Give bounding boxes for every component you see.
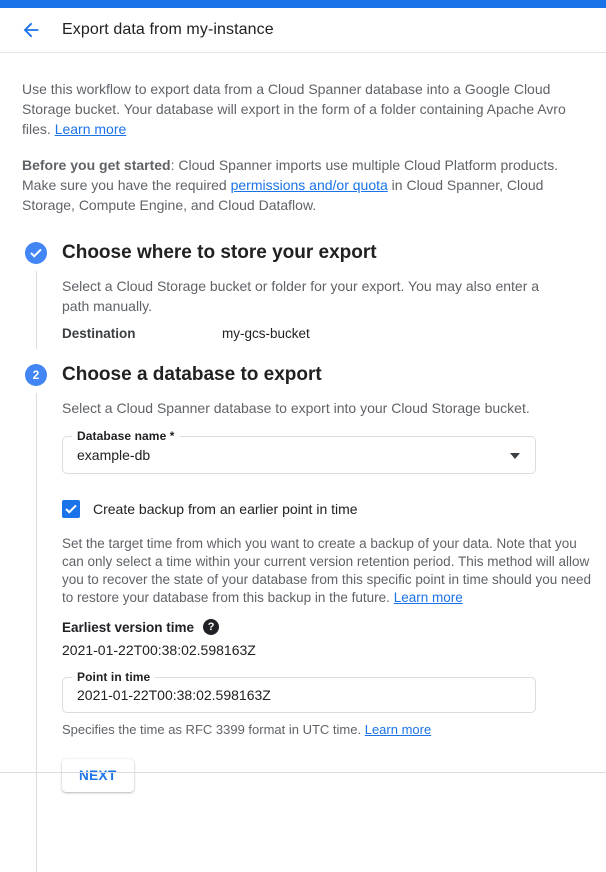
- stepper: [0, 241, 606, 832]
- before-you-start-paragraph: [22, 155, 582, 215]
- top-accent-bar: [0, 0, 606, 8]
- step-1-description: Select a Cloud Storage bucket or folder for your export. You may also enter a path manually.: [62, 278, 540, 314]
- point-in-time-helper: [62, 722, 606, 737]
- backup-help-text: Set the target time from which you want to create a backup of your data. Note that you can only select a time within your current version retention period. This method will allow you to recover the state of your database from this specific point in time should you need to restore your database from this backup in the future.: [62, 536, 592, 605]
- destination-value: my-gcs-bucket: [222, 326, 310, 341]
- permissions-quota-link[interactable]: permissions and/or quota: [230, 177, 388, 193]
- step-2-rail: [36, 393, 37, 872]
- help-icon[interactable]: ?: [203, 619, 219, 635]
- step-2-description: Select a Cloud Spanner database to export into your Cloud Storage bucket.: [62, 400, 530, 416]
- database-name-value: example-db: [77, 447, 151, 463]
- step-2-number-icon: [25, 364, 47, 386]
- point-in-time-field: [62, 670, 536, 713]
- earliest-version-row: [62, 619, 606, 635]
- page-header: [0, 8, 606, 53]
- point-in-time-input[interactable]: [63, 678, 535, 712]
- point-in-time-label: Point in time: [72, 670, 155, 684]
- checkbox-checked-icon[interactable]: [62, 500, 80, 518]
- step-2-title: Choose a database to export: [62, 364, 322, 385]
- step-1-title: Choose where to store your export: [62, 242, 377, 263]
- check-icon: [30, 248, 42, 258]
- step-1-complete-icon: [25, 242, 47, 264]
- next-button[interactable]: NEXT: [62, 759, 134, 792]
- dropdown-arrow-icon: [510, 453, 520, 459]
- back-button[interactable]: [18, 17, 44, 43]
- helper-learn-more-link[interactable]: Learn more: [364, 722, 432, 737]
- earliest-version-value: 2021-01-22T00:38:02.598163Z: [62, 642, 256, 658]
- earliest-version-label: Earliest version time: [62, 619, 195, 635]
- step-2-number: 2: [32, 368, 40, 382]
- page-title: Export data from my-instance: [62, 21, 274, 38]
- before-text-mid: : Cloud Spanner imports use multiple Cloud Platform products. Make sure you have the required: [22, 157, 559, 193]
- before-text-end: in Cloud Spanner, Cloud Storage, Compute Engine, and Cloud Dataflow.: [22, 177, 544, 213]
- intro-paragraph: [22, 79, 582, 139]
- destination-label: Destination: [62, 326, 136, 341]
- bottom-divider: [0, 772, 606, 773]
- database-name-label: Database name *: [72, 429, 180, 443]
- database-name-select[interactable]: [62, 429, 536, 474]
- intro-text: Use this workflow to export data from a Cloud Spanner database into a Google Cloud Storage bucket. Your database will export in the form of a folder containing Apache Avro files.: [22, 81, 566, 137]
- step-1-store-export: [0, 241, 606, 353]
- step-1-rail: [36, 271, 37, 349]
- intro-learn-more-link[interactable]: Learn more: [54, 121, 127, 137]
- backup-checkbox-row[interactable]: [62, 500, 606, 518]
- helper-text: Specifies the time as RFC 3399 format in UTC time.: [62, 722, 365, 737]
- backup-learn-more-link[interactable]: Learn more: [393, 590, 463, 605]
- before-lead: Before you get started: [22, 157, 171, 173]
- step-2-choose-database: [0, 363, 606, 832]
- arrow-back-icon: [20, 19, 42, 41]
- backup-help-paragraph: [62, 535, 599, 607]
- destination-row: [62, 326, 606, 353]
- backup-checkbox-label: Create backup from an earlier point in time: [93, 501, 358, 517]
